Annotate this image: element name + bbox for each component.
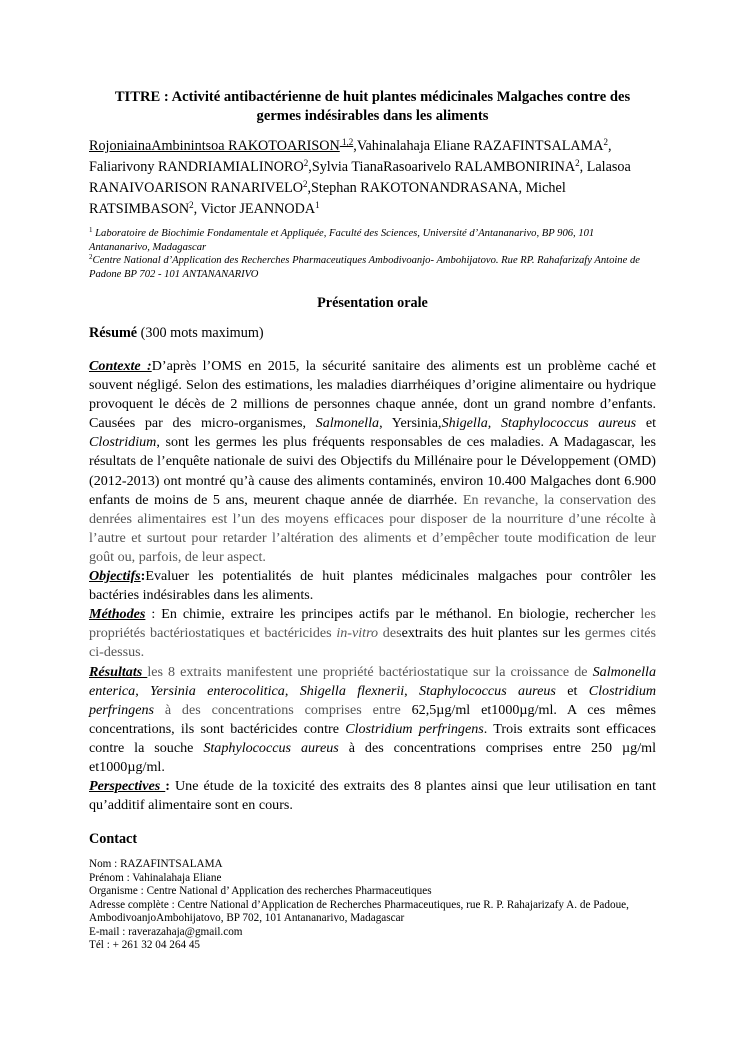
contexte-text-3: , xyxy=(487,415,501,432)
affiliation-2-sup: 2 xyxy=(89,253,93,261)
author-1-sup: 1,2 xyxy=(339,137,354,147)
author-5: , Lalasoa RANAIVOARISON RANARIVELO xyxy=(89,159,631,196)
resultats-text-4: . Trois extraits sont efficaces contre la souche xyxy=(89,720,657,756)
perspectives-text: Une étude de la toxicité des extraits des 8 plantes ainsi que leur utilisation en tant qu’additif alimentaire sont en cours. xyxy=(89,778,656,814)
contexte-text-5: , sont les germes les plus fréquents responsables de ces maladies. A Madagascar, les résultats de l’enquête nationale de suivi des Objectifs du Millénaire pour le Développement (OMD) (2012-2013) ont montré qu’à cause des aliments contaminés, environ 10.400 Malgaches dont 6.900 enfants de moins de 5 ans, meurent chaque année de diarrhée. xyxy=(89,434,656,508)
contact-block xyxy=(89,858,656,953)
author-2: ,Vahinalahaja Eliane RAZAFINTSALAMA xyxy=(353,138,604,154)
section-objectifs xyxy=(89,567,656,605)
resultats-comma-1: , xyxy=(135,682,151,699)
author-7-sup: 1 xyxy=(315,200,320,210)
resultats-species-7: Staphylococcus aureus xyxy=(203,739,339,756)
resultats-comma-2: , xyxy=(284,682,300,699)
contexte-text-1: D’après l’OMS en 2015, la sécurité sanitaire des aliments est un problème caché et souvent négligé. Selon des estimations, les maladies diarrhéiques d’origine alimentaire ou hydrique provoquent le décès de 2 millions de personnes chaque année, dont un grand nombre d’enfants. Causées par des micro-organismes, xyxy=(89,358,656,432)
contact-organisme: Organisme : Centre National d’ Application des recherches Pharmaceutiques xyxy=(89,885,432,898)
abstract-body xyxy=(89,357,656,815)
objectifs-colon: : xyxy=(140,568,146,585)
contexte-shigella: Shigella xyxy=(441,415,488,432)
contact-heading: Contact xyxy=(89,831,138,848)
objectifs-label: Objectifs xyxy=(89,568,141,585)
resume-heading xyxy=(89,324,656,342)
contact-tel: Tél : + 261 32 04 264 45 xyxy=(89,939,201,952)
resultats-text-5: à des concentrations comprises entre 250 µg/ml et1000µg/ml. xyxy=(89,739,656,775)
author-6-sup: 2 xyxy=(189,200,194,210)
contexte-text-2: , Yersinia, xyxy=(379,415,442,432)
document-title xyxy=(89,88,656,126)
resultats-and: et xyxy=(555,682,589,699)
affiliation-2-text: Centre National d’Application des Recherches Pharmaceutiques Ambodivoanjo- Ambohijatovo. Rue RP. Rahafarizafy Antoine de Padone BP 702 - 101 ANTANANARIVO xyxy=(89,255,640,280)
resultats-species-2: Yersinia enterocolitica xyxy=(150,682,285,699)
contact-email: E-mail : raverazahaja@gmail.com xyxy=(89,925,243,938)
methodes-text-3: des xyxy=(378,625,402,642)
author-4: ,Sylvia TianaRasoarivelo RALAMBONIRINA xyxy=(308,159,576,175)
objectifs-text: Evaluer les potentialités de huit plantes médicinales malgaches pour contrôler les bactéries indésirables dans les aliments. xyxy=(89,568,656,604)
contexte-text-4: et xyxy=(636,415,656,432)
title-line-1: TITRE : Activité antibactérienne de huit plantes médicinales Malgaches contre des xyxy=(114,89,631,105)
affiliation-1-sup: 1 xyxy=(89,226,93,234)
methodes-text-2: les propriétés bactériostatiques et bactéricides xyxy=(89,606,656,642)
resultats-comma-3: , xyxy=(404,682,420,699)
author-list xyxy=(89,136,656,220)
resultats-species-5: Clostridium perfringens xyxy=(89,682,657,718)
author-6: ,Stephan RAKOTONANDRASANA, Michel RATSIMBASON xyxy=(89,180,566,217)
contexte-salmonella: Salmonella xyxy=(315,415,380,432)
author-7: , Victor JEANNODA xyxy=(193,201,316,217)
contexte-label: Contexte xyxy=(89,358,147,374)
contexte-text-6: En revanche, la conservation des denrées alimentaires est l’un des moyens efficaces pour disposer de la nourriture d’une récolte à l’autre et surtout pour retarder l’altération des aliments et d’empêcher toute modification de leur goût ou, parfois, de leur aspect. xyxy=(89,491,656,565)
perspectives-colon: : xyxy=(165,778,170,795)
presentation-type: Présentation orale xyxy=(317,295,428,311)
affiliation-2 xyxy=(89,254,656,281)
affiliation-1 xyxy=(89,227,656,254)
title-line-2: germes indésirables dans les aliments xyxy=(256,108,489,124)
contexte-colon: : xyxy=(147,358,152,374)
resultats-species-4: Staphylococcus aureus xyxy=(419,682,556,699)
contexte-clostridium: Clostridium xyxy=(89,434,157,451)
methodes-text-4: extraits des huit plantes sur les xyxy=(401,625,585,642)
resultats-text-2: à des concentrations comprises entre xyxy=(153,701,412,718)
methodes-invitro: in-vitro xyxy=(336,625,379,642)
resultats-text-1: les 8 extraits manifestent une propriété bactériostatique sur la croissance de xyxy=(147,663,593,680)
contact-adresse: Adresse complète : Centre National d’Application de Recherches Pharmaceutiques, rue R. P. Rahajarizafy A. de Padoue, AmbodivoanjoAmbohijatovo, BP 702, 101 Antananarivo, Madagascar xyxy=(89,898,629,925)
section-perspectives xyxy=(89,777,656,815)
resultats-species-3: Shigella flexnerii xyxy=(299,682,405,699)
resultats-label: Résultats xyxy=(89,663,148,680)
methodes-text-5: germes cités ci-dessus. xyxy=(89,625,657,661)
section-contexte xyxy=(89,357,656,567)
perspectives-label: Perspectives xyxy=(89,778,166,795)
author-3: , Faliarivony RANDRIAMIALINORO xyxy=(89,138,612,175)
author-4-sup: 2 xyxy=(575,158,580,168)
document-page xyxy=(89,88,656,953)
contexte-staph: Staphylococcus aureus xyxy=(500,415,637,432)
author-5-sup: 2 xyxy=(303,179,308,189)
author-3-sup: 2 xyxy=(303,158,309,168)
affiliations xyxy=(89,227,656,281)
contact-nom: Nom : RAZAFINTSALAMA xyxy=(89,858,223,871)
resume-note: (300 mots maximum) xyxy=(137,325,264,341)
affiliation-1-text: Laboratoire de Biochimie Fondamentale et Appliquée, Faculté des Sciences, Université d’Antananarivo, BP 906, 101 Antananarivo, Madagascar xyxy=(89,228,595,253)
resultats-species-6: Clostridium perfringens xyxy=(345,720,484,737)
resume-label: Résumé xyxy=(89,325,138,341)
methodes-text-1: : En chimie, extraire les principes actifs par le méthanol. En biologie, rechercher xyxy=(145,606,641,623)
author-1: RojoniainaAmbinintsoa RAKOTOARISON xyxy=(89,138,340,154)
resultats-text-3: 62,5µg/ml et1000µg/ml. A ces mêmes concentrations, ils sont bactéricides contre xyxy=(89,701,656,737)
author-2-sup: 2 xyxy=(603,137,608,147)
methodes-label: Méthodes xyxy=(89,606,146,623)
contact-prenom: Prénom : Vahinalahaja Eliane xyxy=(89,871,222,884)
section-resultats xyxy=(89,663,656,778)
resultats-species-1: Salmonella enterica xyxy=(89,663,657,699)
section-methodes xyxy=(89,605,656,662)
